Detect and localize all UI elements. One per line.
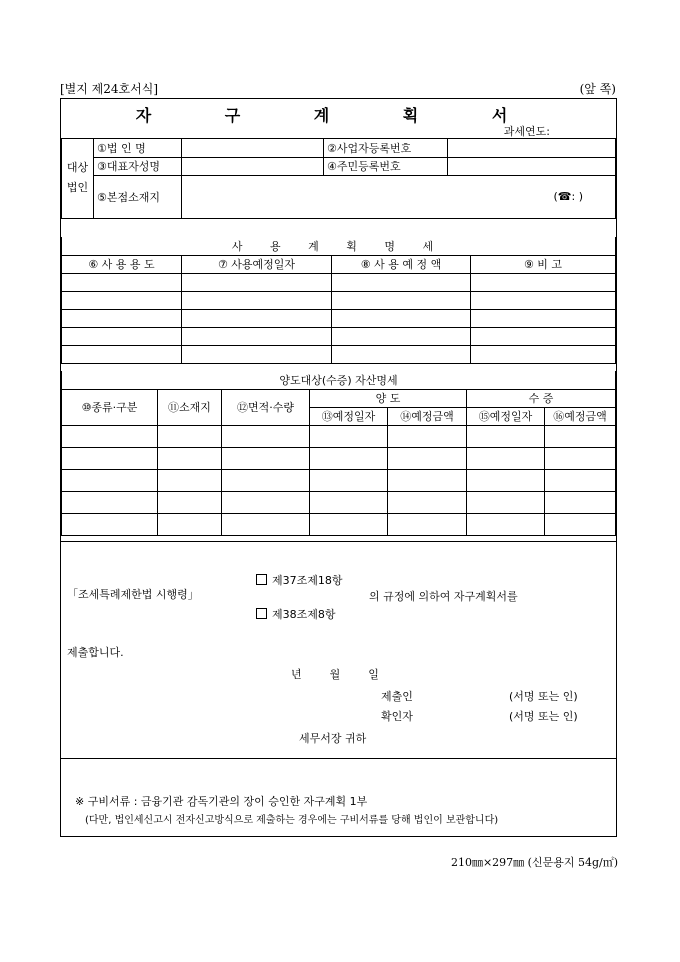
rep-name-label: ③대표자성명	[94, 157, 182, 175]
asset-cell[interactable]	[467, 469, 545, 491]
usage-row	[62, 273, 616, 291]
form-title: 자 구 계 획 서	[135, 106, 542, 125]
asset-cell[interactable]	[310, 425, 388, 447]
usage-cell[interactable]	[62, 273, 182, 291]
transfer-header: 양 도	[310, 389, 467, 407]
asset-cell[interactable]	[467, 513, 545, 535]
usage-col-date: ⑦ 사용예정일자	[182, 255, 332, 273]
usage-col-remarks: ⑨ 비 고	[471, 255, 616, 273]
usage-cell[interactable]	[62, 327, 182, 345]
usage-cell[interactable]	[332, 273, 471, 291]
asset-cell[interactable]	[388, 425, 467, 447]
law-name: 「조세특례제한법 시행령」	[67, 588, 199, 601]
corp-group-line2: 법인	[66, 181, 89, 195]
title-area	[61, 99, 616, 139]
asset-cell[interactable]	[62, 491, 158, 513]
usage-row	[62, 309, 616, 327]
biz-reg-no-label: ②사업자등록번호	[324, 139, 448, 157]
asset-cell[interactable]	[545, 491, 616, 513]
confirmer-sign: (서명 또는 인)	[509, 710, 578, 723]
asset-section-title: 양도대상(수증) 자산명세	[62, 371, 616, 389]
asset-col-kind: ⑩종류·구분	[62, 389, 158, 425]
receipt-date-col: ⑮예정일자	[467, 407, 545, 425]
usage-row	[62, 345, 616, 363]
asset-cell[interactable]	[62, 513, 158, 535]
asset-cell[interactable]	[545, 469, 616, 491]
option-2-checkbox[interactable]	[256, 608, 267, 619]
usage-row	[62, 327, 616, 345]
usage-cell[interactable]	[62, 309, 182, 327]
asset-cell[interactable]	[222, 513, 310, 535]
corp-info	[61, 139, 616, 219]
corp-group-label	[62, 139, 94, 218]
asset-cell[interactable]	[388, 447, 467, 469]
asset-cell[interactable]	[158, 469, 222, 491]
rep-name-field[interactable]	[182, 157, 324, 175]
confirmer-label: 확인자	[381, 710, 413, 723]
paper-size: 210㎜×297㎜ (신문용지 54g/㎡)	[450, 856, 618, 869]
asset-col-area: ⑫면적·수량	[222, 389, 310, 425]
hq-location-label: ⑤본점소재지	[94, 175, 182, 218]
asset-cell[interactable]	[222, 469, 310, 491]
asset-cell[interactable]	[467, 425, 545, 447]
usage-cell[interactable]	[182, 327, 332, 345]
asset-cell[interactable]	[158, 425, 222, 447]
usage-col-purpose: ⑥ 사 용 용 도	[62, 255, 182, 273]
declaration-area	[61, 541, 616, 759]
asset-cell[interactable]	[62, 447, 158, 469]
submitter-sign: (서명 또는 인)	[509, 690, 578, 703]
submit-text: 제출합니다.	[67, 646, 124, 659]
asset-details	[61, 371, 616, 536]
option-1-label: 제37조제18항	[272, 574, 343, 587]
usage-cell[interactable]	[182, 345, 332, 363]
usage-cell[interactable]	[471, 291, 616, 309]
plan-form	[60, 98, 617, 837]
option-1-checkbox[interactable]	[256, 574, 267, 585]
asset-cell[interactable]	[310, 513, 388, 535]
transfer-amount-col: ⑭예정금액	[388, 407, 467, 425]
asset-row	[62, 469, 616, 491]
biz-reg-no-field[interactable]	[448, 139, 616, 157]
usage-section-title: 사 용 계 획 명 세	[62, 237, 616, 255]
asset-cell[interactable]	[388, 469, 467, 491]
usage-cell[interactable]	[332, 345, 471, 363]
asset-cell[interactable]	[158, 513, 222, 535]
usage-cell[interactable]	[332, 291, 471, 309]
usage-cell[interactable]	[182, 273, 332, 291]
asset-cell[interactable]	[545, 513, 616, 535]
page-side: (앞 쪽)	[579, 82, 616, 96]
corp-name-label: ①법 인 명	[94, 139, 182, 157]
usage-cell[interactable]	[471, 327, 616, 345]
usage-cell[interactable]	[62, 345, 182, 363]
submitter-label: 제출인	[381, 690, 413, 703]
asset-cell[interactable]	[467, 447, 545, 469]
resident-no-label: ④주민등록번호	[324, 157, 448, 175]
receipt-header: 수 증	[467, 389, 616, 407]
asset-cell[interactable]	[310, 469, 388, 491]
asset-cell[interactable]	[222, 447, 310, 469]
asset-cell[interactable]	[310, 491, 388, 513]
option-2-label: 제38조제8항	[272, 608, 336, 621]
asset-col-location: ⑪소재지	[158, 389, 222, 425]
usage-cell[interactable]	[62, 291, 182, 309]
transfer-date-col: ⑬예정일자	[310, 407, 388, 425]
asset-cell[interactable]	[222, 425, 310, 447]
tax-year-label: 과세연도:	[503, 125, 550, 138]
asset-cell[interactable]	[545, 425, 616, 447]
usage-plan	[61, 237, 616, 364]
asset-row	[62, 447, 616, 469]
tel-label: (☎: )	[553, 190, 583, 203]
rule-text: 의 규정에 의하여 자구계획서를	[369, 590, 518, 603]
usage-cell[interactable]	[182, 309, 332, 327]
asset-cell[interactable]	[222, 491, 310, 513]
option-1[interactable]	[256, 572, 343, 588]
usage-col-amount: ⑧ 사 용 예 정 액	[332, 255, 471, 273]
asset-cell[interactable]	[388, 513, 467, 535]
asset-row	[62, 491, 616, 513]
note-line-1: ※ 구비서류 : 금융기관 감독기관의 장이 승인한 자구계획 1부	[75, 795, 368, 808]
resident-no-field[interactable]	[448, 157, 616, 175]
usage-cell[interactable]	[332, 327, 471, 345]
asset-cell[interactable]	[158, 491, 222, 513]
asset-row	[62, 425, 616, 447]
usage-cell[interactable]	[471, 309, 616, 327]
asset-cell[interactable]	[158, 447, 222, 469]
asset-cell[interactable]	[62, 469, 158, 491]
addressee: 세무서장 귀하	[299, 732, 367, 745]
hq-location-field[interactable]	[182, 175, 616, 218]
asset-cell[interactable]	[467, 491, 545, 513]
date-line: 년 월 일	[291, 668, 379, 681]
asset-cell[interactable]	[62, 425, 158, 447]
usage-row	[62, 291, 616, 309]
asset-cell[interactable]	[545, 447, 616, 469]
usage-cell[interactable]	[471, 273, 616, 291]
option-2[interactable]	[256, 606, 336, 622]
corp-group-line1: 대상	[66, 161, 89, 175]
corp-name-field[interactable]	[182, 139, 324, 157]
receipt-amount-col: ⑯예정금액	[545, 407, 616, 425]
usage-cell[interactable]	[471, 345, 616, 363]
usage-cell[interactable]	[182, 291, 332, 309]
form-number: [별지 제24호서식]	[60, 82, 158, 96]
asset-cell[interactable]	[388, 491, 467, 513]
asset-row	[62, 513, 616, 535]
note-line-2: (다만, 법인세신고시 전자신고방식으로 제출하는 경우에는 구비서류를 당해 법인이 보관합니다)	[85, 815, 499, 826]
usage-cell[interactable]	[332, 309, 471, 327]
asset-cell[interactable]	[310, 447, 388, 469]
